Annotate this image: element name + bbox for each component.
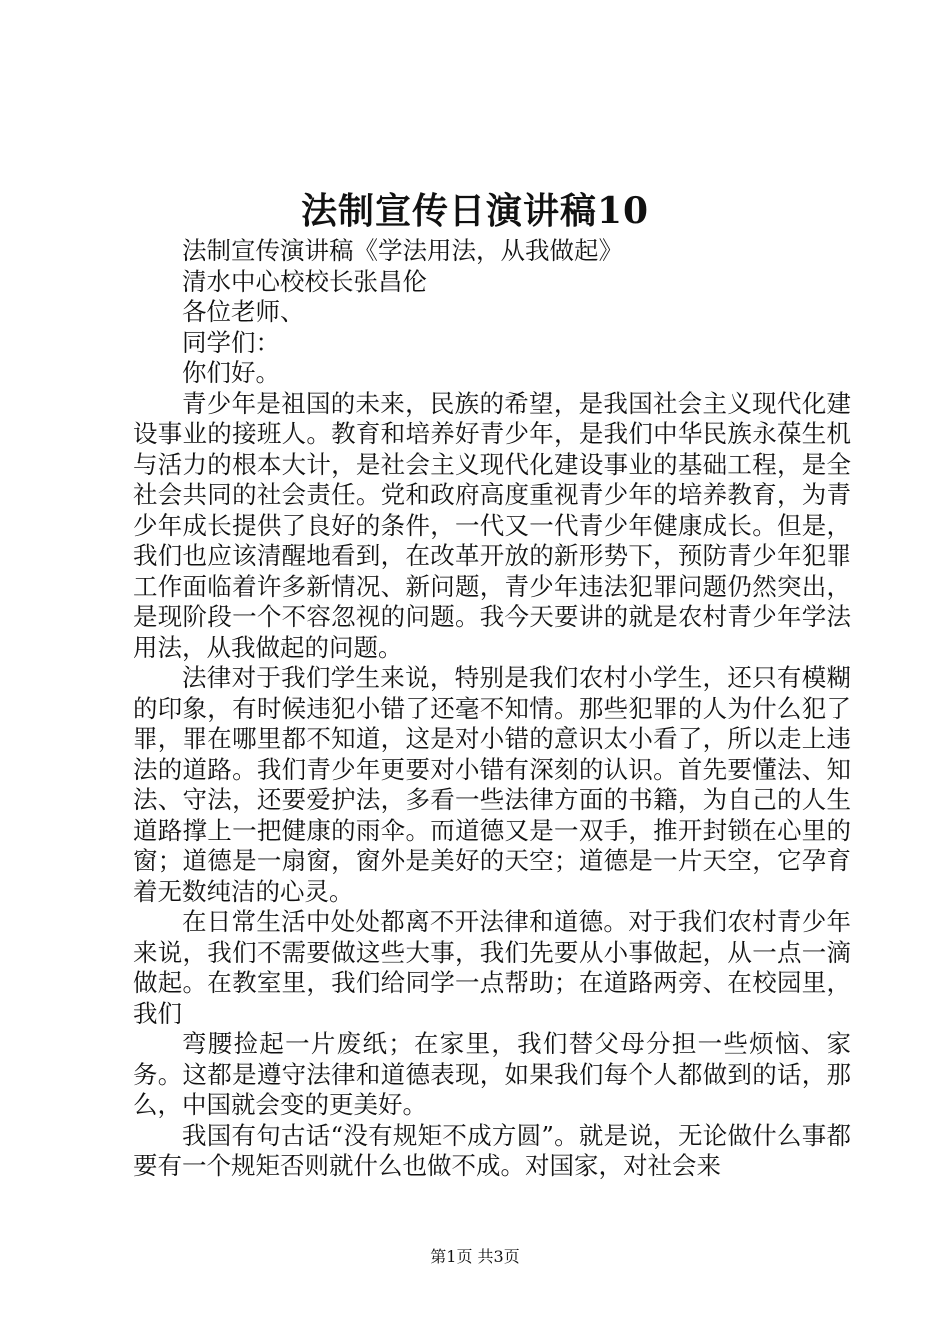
paragraph: 法律对于我们学生来说，特别是我们农村小学生，还只有模糊的印象，有时候违犯小错了还毫不知情。那些犯罪的人为什么犯了罪，罪在哪里都不知道，这是对小错的意识太小看了，所以走上违法的道路。我们青少年更要对小错有深刻的认识。首先要懂法、知法、守法，还要爱护法，多看一些法律方面的书籍，为自己的人生道路撑上一把健康的雨伞。而道德又是一双手，推开封锁在心里的窗；道德是一扇窗，窗外是美好的天空；道德是一片天空，它孕育着无数纯洁的心灵。 bbox=[133, 663, 851, 906]
speech-title-line: 法制宣传演讲稿《学法用法，从我做起》 bbox=[182, 236, 623, 265]
paragraph: 在日常生活中处处都离不开法律和道德。对于我们农村青少年来说，我们不需要做这些大事，我们先要从小事做起，从一点一滴做起。在教室里，我们给同学一点帮助；在道路两旁、在校园里，我们 bbox=[133, 907, 851, 1028]
document-title: 法制宣传日演讲稿10 bbox=[300, 190, 650, 232]
page-footer: 第1页 共3页 bbox=[430, 1247, 520, 1266]
paragraph: 青少年是祖国的未来，民族的希望，是我国社会主义现代化建设事业的接班人。教育和培养好青少年，是我们中华民族永葆生机与活力的根本大计，是社会主义现代化建设事业的基础工程，是全社会共同的社会责任。党和政府高度重视青少年的培养教育，为青少年成长提供了良好的条件，一代又一代青少年健康成长。但是，我们也应该清醒地看到，在改革开放的新形势下，预防青少年犯罪工作面临着许多新情况、新问题，青少年违法犯罪问题仍然突出，是现阶段一个不容忽视的问题。我今天要讲的就是农村青少年学法用法，从我做起的问题。 bbox=[133, 388, 851, 662]
salutation-teachers: 各位老师、 bbox=[182, 297, 305, 326]
greeting-line: 你们好。 bbox=[182, 358, 280, 387]
paragraph: 弯腰捡起一片废纸；在家里，我们替父母分担一些烦恼、家务。这都是遵守法律和道德表现，如果我们每个人都做到的话，那么，中国就会变的更美好。 bbox=[133, 1029, 851, 1119]
paragraph: 我国有句古话“没有规矩不成方圆”。就是说，无论做什么事都要有一个规矩否则就什么也做不成。对国家，对社会来 bbox=[133, 1120, 851, 1180]
document-body bbox=[133, 236, 851, 1182]
speaker-line: 清水中心校校长张昌伦 bbox=[182, 266, 427, 296]
salutation-students: 同学们： bbox=[182, 327, 280, 357]
